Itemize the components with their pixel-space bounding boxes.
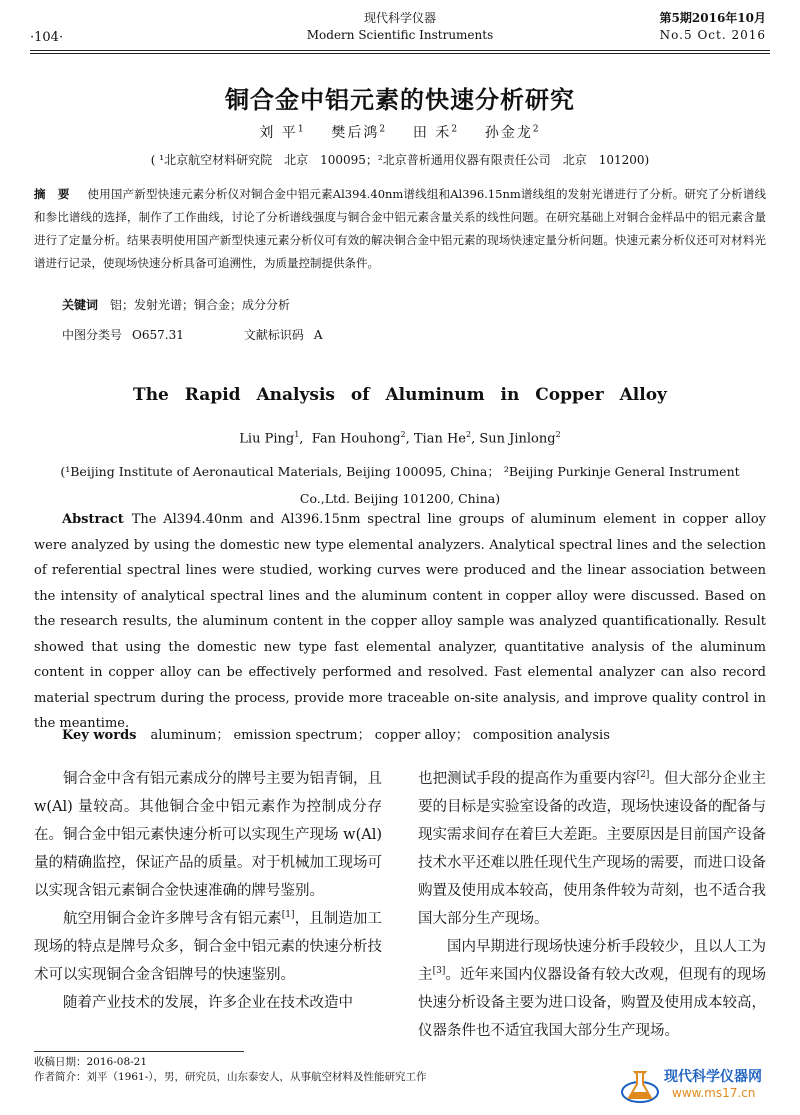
abstract-cn-label: 摘 要 <box>34 187 74 201</box>
watermark-title: 现代科学仪器网 <box>664 1069 762 1085</box>
abstract-en-label: Abstract <box>62 512 124 527</box>
body-column-left <box>34 765 382 1017</box>
body-paragraph: 国内早期进行现场快速分析手段较少，且以人工为主[3]。近年来国内仪器设备有较大改观，但现有的现场快速分析设备主要为进口设备，购置及使用成本较高，仪器条件也不适宜我国大部分生产现场。 <box>418 939 767 1039</box>
header-rule <box>30 50 770 54</box>
watermark-url: www.ms17.cn <box>672 1086 756 1100</box>
citation: [1] <box>281 910 295 921</box>
doc-code-value: A <box>313 328 323 342</box>
abstract-cn <box>34 183 766 275</box>
author-cn: 田 禾 <box>412 125 452 141</box>
citation: [3] <box>432 966 446 977</box>
keywords-cn-text: 铝；发射光谱；铜合金；成分分析 <box>110 298 291 312</box>
keywords-en-label: Key words <box>62 728 137 743</box>
clc-value: O657.31 <box>132 328 184 342</box>
page-number: ·104· <box>30 30 64 45</box>
abstract-cn-text: 使用国产新型快速元素分析仪对铜合金中铝元素Al394.40nm谱线组和Al396.15nm谱线组的发射光谱进行了分析。研究了分析谱线和参比谱线的选择，制作了工作曲线，讨论了分析谱线强度与铜合金中铝元素含量关系的线性问题。在研究基础上对铜合金样品中的铝元素含量进行了定量分析。结果表明使用国产新型快速元素分析仪可有效的解决铜合金中铝元素的现场快速定量分析问题。快速元素分析仪还可对材料光谱进行记录，使现场快速分析具备可追溯性，为质量控制提供条件。 <box>34 187 766 270</box>
author-cn: 刘 平 <box>259 125 298 141</box>
keywords-cn <box>62 296 290 313</box>
keywords-en-text: aluminum； emission spectrum； copper alloy； composition analysis <box>150 728 610 743</box>
received-date: 收稿日期：2016-08-21 <box>34 1056 148 1068</box>
flask-logo-icon <box>620 1068 660 1104</box>
title-en: The Rapid Analysis of Aluminum in Copper Alloy <box>133 385 667 405</box>
abstract-en-text: The Al394.40nm and Al396.15nm spectral line groups of aluminum element in copper alloy were analyzed by using the domestic new type elemental analyzers. Analytical spectral lines and the selection of referential spectral lines were studied, working curves were produced and the linear association between the intensity of analytical spectral lines and the aluminum content in copper alloy were discussed. Based on the research results, the aluminum content in the copper alloy sample was analyzed quantificationally. Result showed that using the domestic new type fast elemental analyzer, quantitative analysis of the aluminum content in copper alloy can be effectively performed and resolved. Fast elemental analyzer can also record material spectrum during the process, provide more traceable on-site analysis, and improve quality control in the meantime. <box>34 512 766 731</box>
body-paragraph: 铜合金中含有铝元素成分的牌号主要为铝青铜，且 w(Al) 量较高。其他铜合金中铝元素作为控制成分存在。铜合金中铝元素快速分析可以实现生产现场 w(Al) 量的精确监控，保证产品的质量。对于机械加工现场可以实现含铝元素铜合金快速准确的牌号鉴别。 <box>34 771 382 899</box>
body-paragraph: 随着产业技术的发展，许多企业在技术改造中 <box>63 995 353 1011</box>
site-watermark <box>616 1066 776 1106</box>
body-paragraph: 航空用铜合金许多牌号含有铝元素[1]，且制造加工现场的特点是牌号众多，铜合金中铝元素的快速分析技术可以实现铜合金含铝牌号的快速鉴别。 <box>34 910 382 983</box>
doc-code-label: 文献标识码 <box>243 328 304 342</box>
authors-cn: 刘 平$^1$ 樊后鸿$^2$ 田 禾$^2$ 孙金龙$^2$ <box>259 124 541 141</box>
authors-en: Liu Ping$^1$, Fan Houhong$^2$, Tian He$^2$, Sun Jinlong$^2$ <box>239 430 561 447</box>
footnote <box>34 1055 427 1085</box>
abstract-en <box>34 507 766 737</box>
author-cn: 樊后鸿 <box>331 125 380 141</box>
issue-info <box>660 10 766 44</box>
keywords-cn-label: 关键词 <box>62 298 99 312</box>
issue-cn: 第5期2016年10月 <box>659 11 766 25</box>
body-paragraph: 也把测试手段的提高作为重要内容[2]。但大部分企业主要的目标是实验室设备的改造，现场快速设备的配备与现实需求间存在着巨大差距。主要原因是目前国产设备技术水平还难以胜任现代生产现场的需要，而进口设备购置及使用成本较高，使用条件较为苛刻，也不适合我国大部分生产现场。 <box>418 770 766 927</box>
title-cn: 铜合金中铝元素的快速分析研究 <box>225 85 575 114</box>
keywords-en <box>62 724 610 743</box>
journal-name-cn: 现代科学仪器 <box>363 11 436 25</box>
body-column-right <box>418 765 766 1045</box>
journal-name-en: Modern Scientific Instruments <box>306 28 494 42</box>
affiliation-cn: ( ¹北京航空材料研究院 北京 100095；²北京普析通用仪器有限责任公司 北京 101200) <box>150 153 650 167</box>
author-bio: 作者简介：刘平（1961-），男，研究员，山东泰安人，从事航空材料及性能研究工作 <box>34 1071 427 1083</box>
issue-en: No.5 Oct. 2016 <box>659 28 766 42</box>
affiliation-en: (¹Beijing Institute of Aeronautical Materials, Beijing 100095, China； ²Beijing Purkinje General Instrument Co.,Ltd. Beijing 101200, China) <box>60 464 740 506</box>
classification <box>62 326 323 343</box>
author-cn: 孙金龙 <box>484 125 533 141</box>
footnote-rule <box>34 1051 244 1052</box>
citation: [2] <box>636 770 650 781</box>
clc-label: 中图分类号 <box>62 328 123 342</box>
journal-name <box>260 10 540 44</box>
